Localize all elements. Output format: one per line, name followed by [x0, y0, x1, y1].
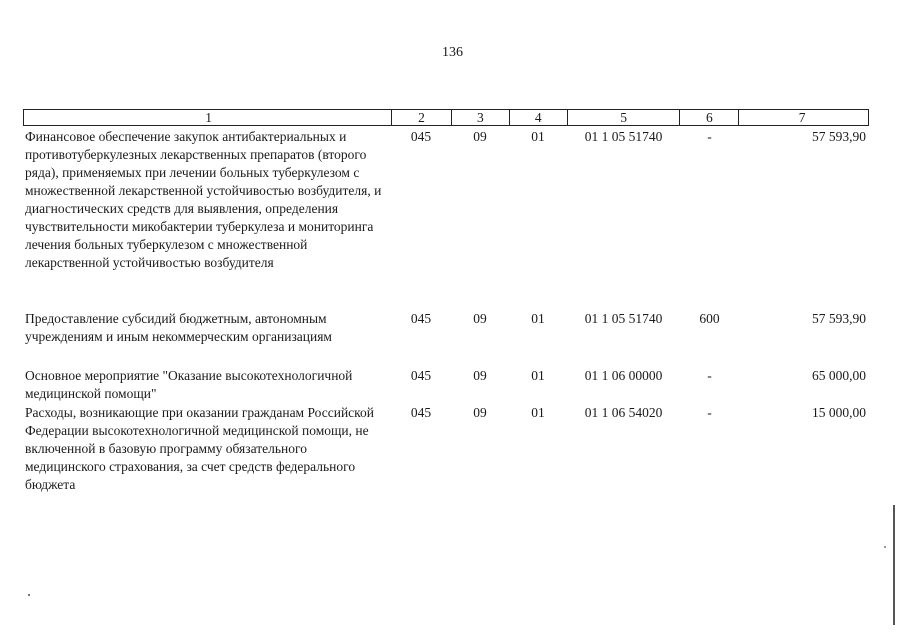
row-amount: 57 593,90 — [812, 129, 866, 144]
row-ministry-code: 045 — [410, 405, 432, 420]
scan-speck — [884, 546, 886, 548]
row-target-code: 01 1 06 00000 — [584, 368, 663, 383]
row-section-code: 09 — [473, 368, 487, 383]
row-expense-type: 600 — [699, 311, 720, 326]
row-name: Основное мероприятие "Оказание высокотехнологичной медицинской помощи" — [25, 368, 353, 401]
header-col-4: 4 — [509, 110, 567, 125]
header-col-5: 5 — [567, 110, 680, 125]
row-ministry-code: 045 — [410, 311, 432, 326]
row-amount: 15 000,00 — [812, 405, 866, 420]
table-row — [23, 128, 869, 272]
row-subsection-code: 01 — [531, 405, 545, 420]
row-section-code: 09 — [473, 129, 487, 144]
header-col-3: 3 — [451, 110, 509, 125]
row-name: Предоставление субсидий бюджетным, автономным учреждениям и иным некоммерческим организациям — [25, 311, 332, 344]
row-ministry-code: 045 — [410, 368, 432, 383]
row-name: Расходы, возникающие при оказании гражданам Российской Федерации высокотехнологичной медицинской помощи, не включенной в базовую программу обязательного медицинского страхования, за счет средств федерального бюджета — [25, 405, 375, 492]
table-row — [23, 310, 869, 346]
row-subsection-code: 01 — [531, 368, 545, 383]
scan-speck — [28, 594, 30, 596]
table-row — [23, 404, 869, 494]
table-header — [23, 109, 869, 126]
header-col-1: 1 — [205, 110, 212, 125]
row-section-code: 09 — [473, 311, 487, 326]
row-ministry-code: 045 — [410, 129, 432, 144]
header-col-7: 7 — [738, 110, 868, 125]
page-number: 136 — [442, 45, 463, 60]
table-row — [23, 367, 869, 403]
row-amount: 57 593,90 — [812, 311, 866, 326]
row-expense-type: - — [707, 129, 712, 144]
row-target-code: 01 1 06 54020 — [584, 405, 663, 420]
row-subsection-code: 01 — [531, 311, 545, 326]
row-target-code: 01 1 05 51740 — [584, 311, 663, 326]
header-col-2: 2 — [391, 110, 451, 125]
header-col-6: 6 — [679, 110, 738, 125]
row-expense-type: - — [707, 368, 712, 383]
row-expense-type: - — [707, 405, 712, 420]
row-section-code: 09 — [473, 405, 487, 420]
scan-edge-line — [893, 505, 895, 625]
budget-table — [23, 109, 869, 494]
row-subsection-code: 01 — [531, 129, 545, 144]
row-name: Финансовое обеспечение закупок антибактериальных и противотуберкулезных лекарственных препаратов (второго ряда), применяемых при лечении больных туберкулезом с множественной лекарственной устойчивостью возбудителя, и диагностических средств для выявления, определения чувствительности микобактерии туберкулеза и мониторинга лечения больных туберкулезом с множественной лекарственной устойчивостью возбудителя — [25, 129, 382, 270]
row-amount: 65 000,00 — [812, 368, 866, 383]
row-target-code: 01 1 05 51740 — [584, 129, 663, 144]
